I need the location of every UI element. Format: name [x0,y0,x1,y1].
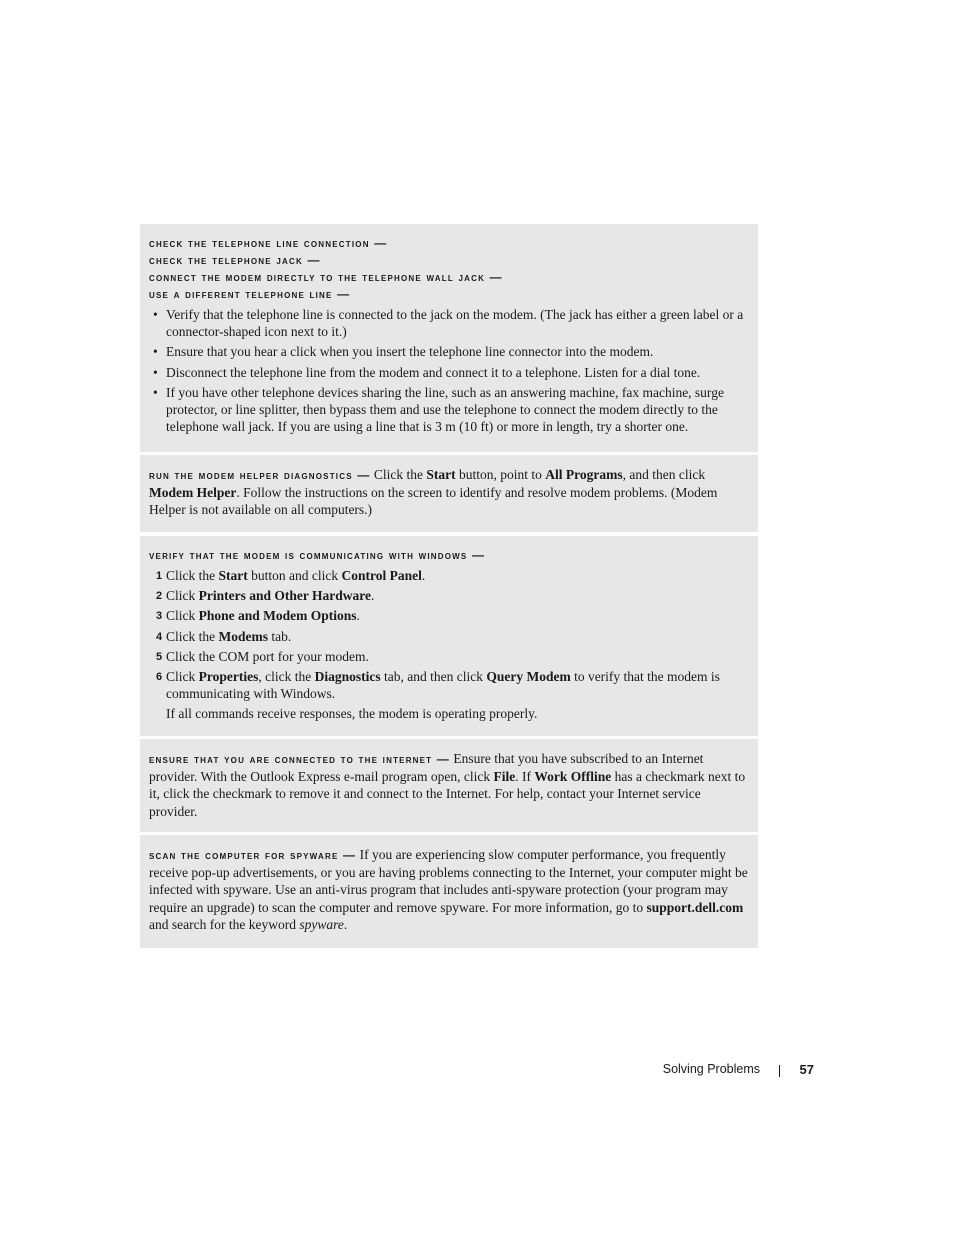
section-title: Solving Problems [662,1062,760,1076]
bullet-icon: • [153,364,158,380]
telephone-line-section [140,224,758,452]
start-label: Start [426,467,456,482]
list-item: • Verify that the telephone line is connected to the jack on the modem. (The jack has either a green label or a connector-shaped icon next to it.) [153,307,744,340]
heading-connect-wall-jack: connect the modem directly to the telephone wall jack — [149,270,503,284]
step-item: 2 Click Printers and Other Hardware. [156,588,375,604]
internet-connection-section: ensure that you are connected to the internet — Ensure that you have subscribed to an Internet provider. With the Outlook Express e-mail program open, click File. If Work Offline has a checkmark next to it, click the checkmark to remove it and connect to the Internet. For help, contact your Internet service provider. [140,739,758,832]
step-item: 3 Click Phone and Modem Options. [156,608,360,624]
list-item: • Ensure that you hear a click when you insert the telephone line connector into the modem. [153,344,654,360]
list-item: • If you have other telephone devices sharing the line, such as an answering machine, fax machine, surge protector, or line splitter, then bypass them and use the telephone to connect the modem directly to the telephone wall jack. If you are using a line that is 3 m (10 ft) or more in length, try a shorter one. [153,384,724,435]
work-offline-label: Work Offline [534,769,612,785]
bullet-icon: • [153,344,158,360]
support-link-text: support.dell.com [646,899,744,915]
step-item: 4 Click the Modems tab. [156,628,292,644]
keyword-spyware: spyware [299,916,344,932]
page-number: 57 [799,1062,814,1077]
verify-windows-section [140,536,758,736]
steps-list [149,567,749,702]
heading-different-line: use a different telephone line — [149,287,351,301]
file-label: File [493,769,516,785]
bullet-icon: • [153,307,158,322]
footer-divider [779,1065,780,1077]
list-item: • Disconnect the telephone line from the modem and connect it to a telephone. Listen for a dial tone. [153,364,701,380]
heading-modem-helper: run the modem helper diagnostics — [149,468,371,482]
step-item: 5 Click the COM port for your modem. [156,648,369,664]
step-item: 1 Click the Start button and click Control Panel. [156,568,426,583]
bullet-icon: • [153,384,158,400]
heading-check-jack: check the telephone jack — [149,253,321,267]
telephone-checklist [149,306,749,435]
all-programs-label: All Programs [545,467,623,482]
modem-helper-section: run the modem helper diagnostics — Click the Start button, point to All Programs, and then click Modem Helper. Follow the instructions on the screen to identify and resolve modem problems. (Modem Helper is not available on all computers.) [140,455,758,532]
page-footer [600,1062,814,1080]
heading-spyware: scan the computer for spyware — [149,848,357,862]
result-note: If all commands receive responses, the modem is operating properly. [166,706,538,722]
heading-internet: ensure that you are connected to the internet — [149,752,451,766]
heading-check-line-connection: check the telephone line connection — [149,236,388,250]
step-item: 6 Click Properties, click the Diagnostics tab, and then click Query Modem to verify that the modem is communicating with Windows. [156,669,720,702]
modem-helper-label: Modem Helper [149,485,237,501]
heading-verify-windows: verify that the modem is communicating with windows — [149,548,486,562]
spyware-section: scan the computer for spyware — If you are experiencing slow computer performance, you frequently receive pop-up advertisements, or you are having problems connecting to the Internet, your computer might be infected with spyware. Use an anti-virus program that includes anti-spyware protection (your program may require an upgrade) to scan the computer and remove spyware. For more information, go to support.dell.com and search for the keyword spyware. [140,835,758,948]
